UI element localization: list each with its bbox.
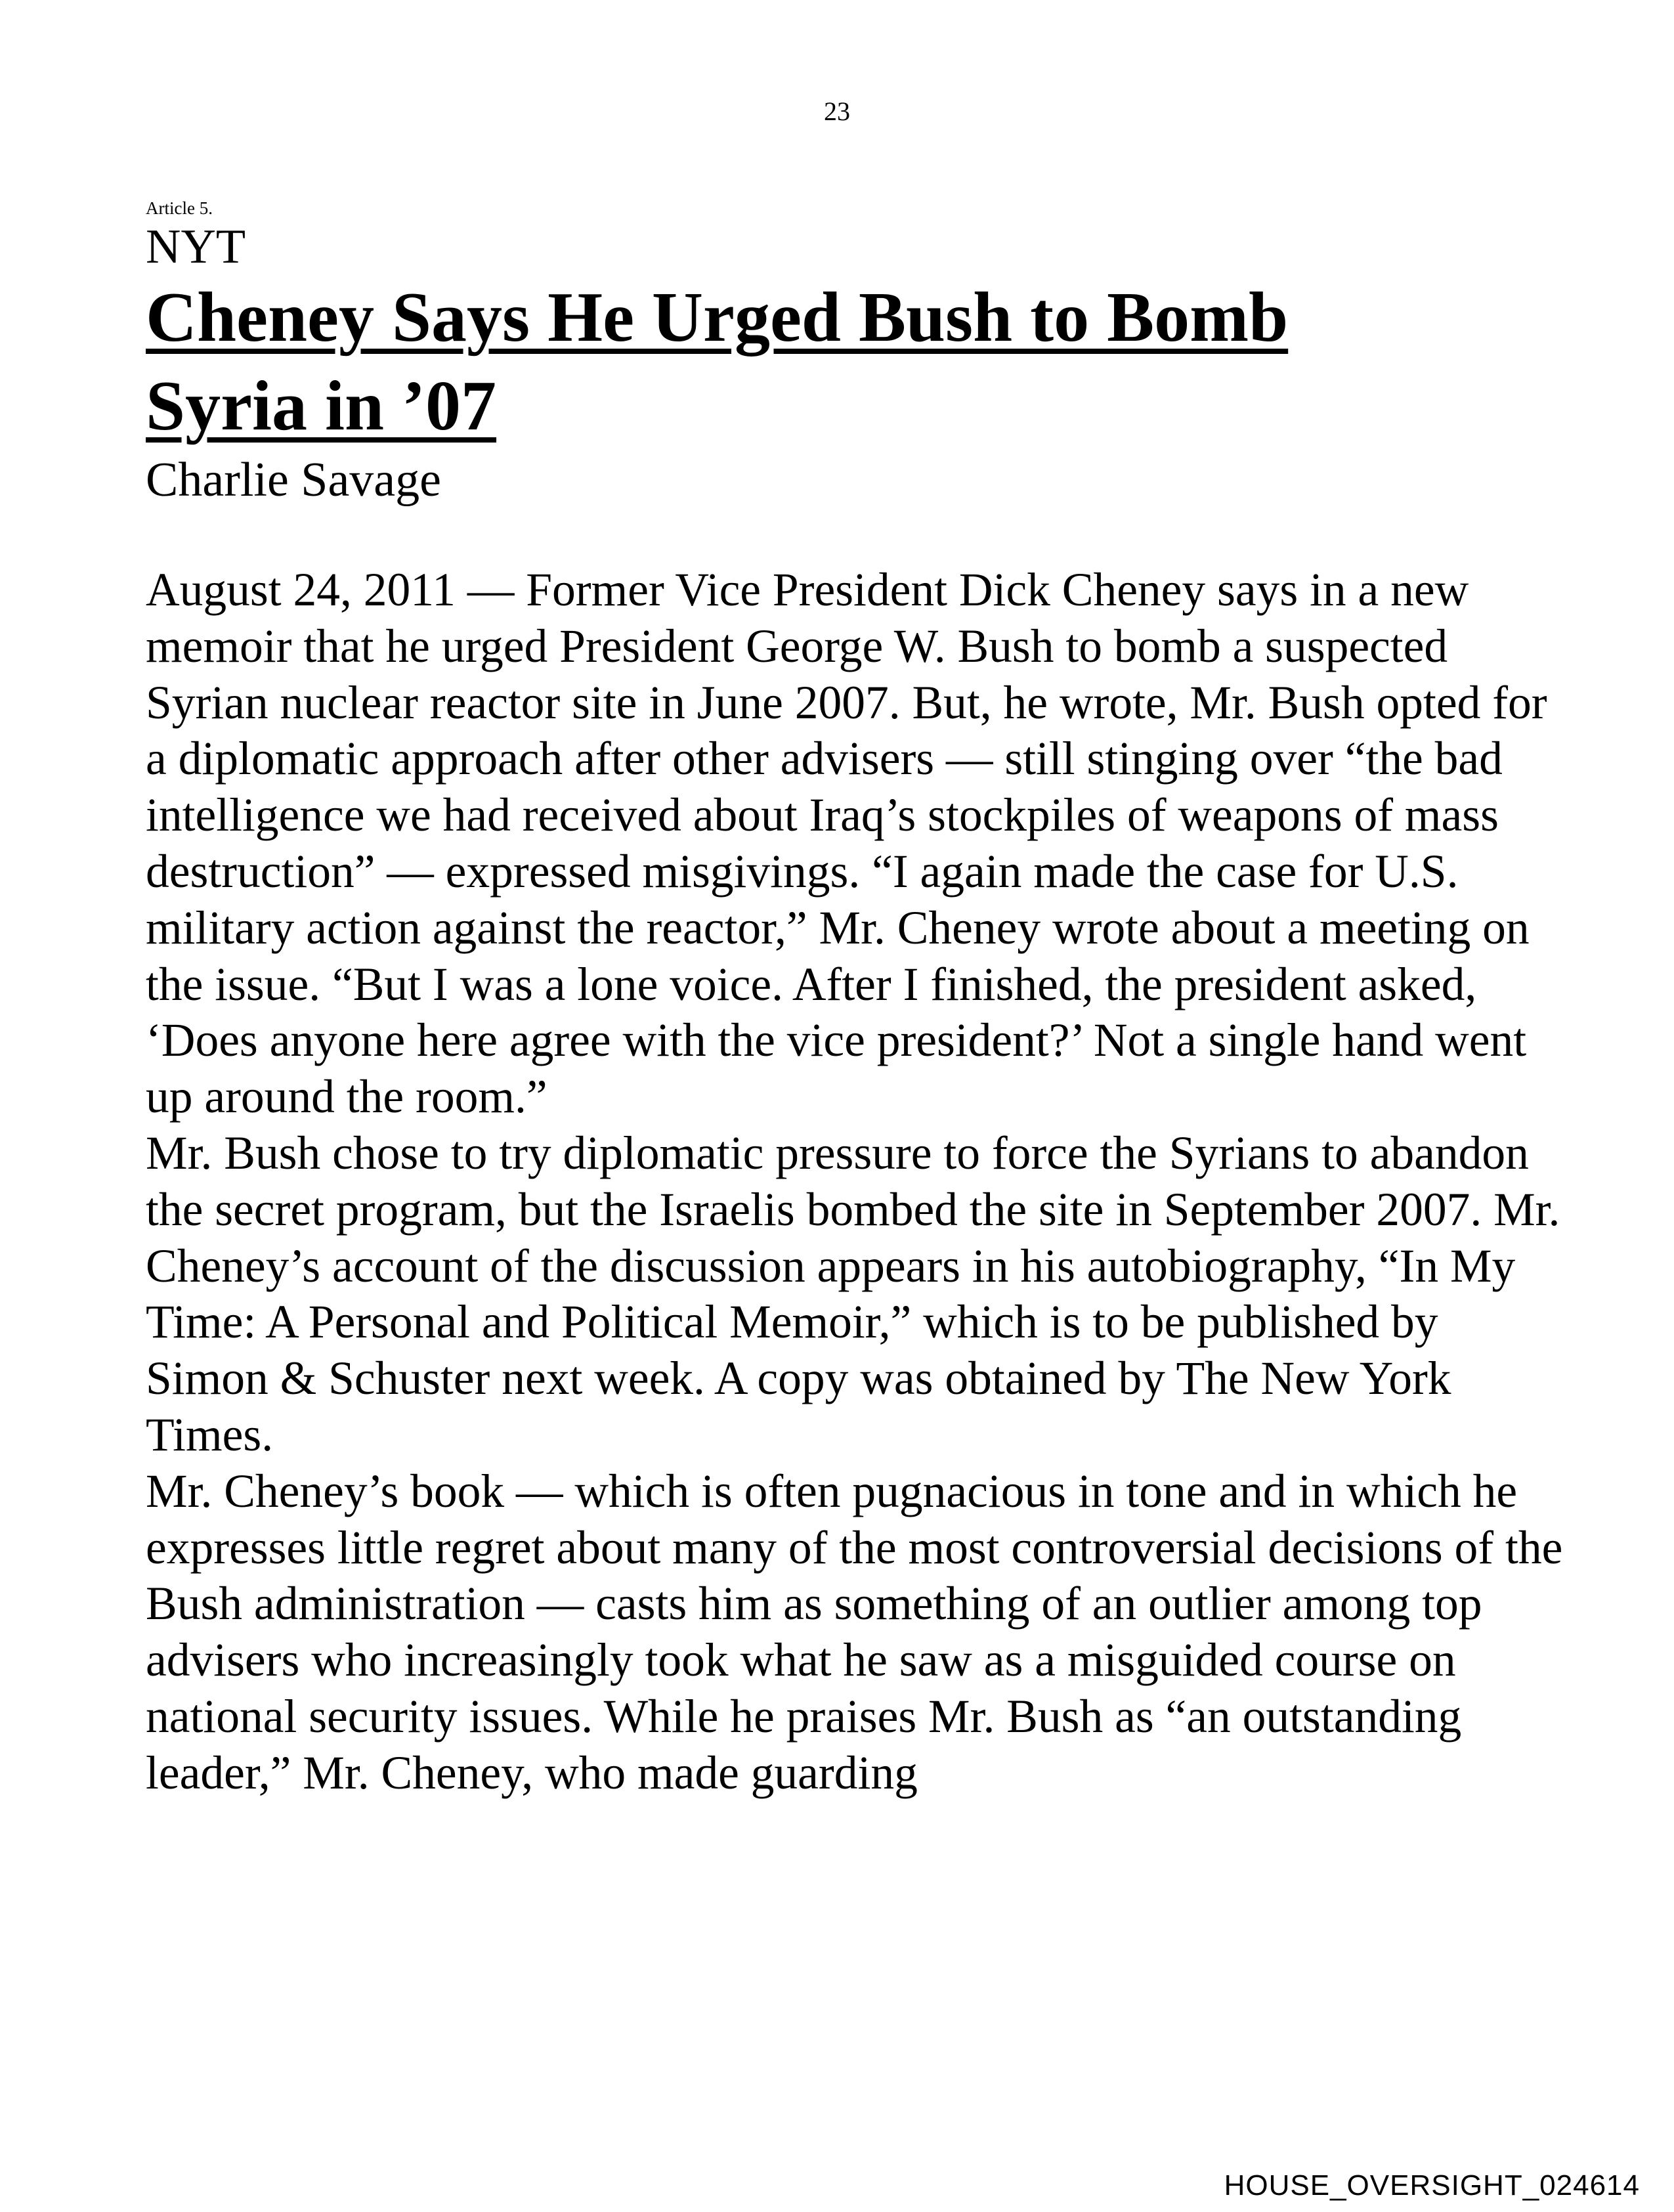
- byline: Charlie Savage: [146, 453, 441, 507]
- paragraph-3: Mr. Cheney’s book — which is often pugnacious in tone and in which he expresses little regret about many of the most controversial decisions of the Bush administration — casts him as something of an outlier among top advisers who increasingly took what he saw as a misguided course on national security issues. While he praises Mr. Bush as “an outstanding leader,” Mr. Cheney, who made guarding: [146, 1465, 1563, 1799]
- page-number: 23: [824, 97, 850, 126]
- source-name: NYT: [146, 220, 246, 274]
- paragraph-1: August 24, 2011 — Former Vice President Dick Cheney says in a new memoir that he urged President George W. Bush to bomb a suspected Syrian nuclear reactor site in June 2007. But, he wrote, Mr. Bush opted for a diplomatic approach after other advisers — still stinging over “the bad intelligence we had received about Iraq’s stockpiles of weapons of mass destruction” — expressed misgivings. “I again made the case for U.S. military action against the reactor,” Mr. Cheney wrote about a meeting on the issue. “But I was a lone voice. After I finished, the president asked, ‘Does anyone here agree with the vice president?’ Not a single hand went up around the room.”: [146, 564, 1547, 1123]
- paragraph-2: Mr. Bush chose to try diplomatic pressure to force the Syrians to abandon the secret program, but the Israelis bombed the site in September 2007. Mr. Cheney’s account of the discussion appears in his autobiography, “In My Time: A Personal and Political Memoir,” which is to be published by Simon & Schuster next week. A copy was obtained by The New York Times.: [146, 1127, 1560, 1461]
- article: [146, 197, 1570, 1802]
- headline: [146, 273, 1485, 450]
- headline-line-1: Cheney Says He Urged Bush to Bomb: [146, 278, 1289, 357]
- article-body: [146, 562, 1570, 1802]
- headline-line-2: Syria in ’07: [146, 367, 497, 445]
- article-label: Article 5.: [146, 198, 213, 218]
- bates-number: HOUSE_OVERSIGHT_024614: [1224, 2169, 1640, 2201]
